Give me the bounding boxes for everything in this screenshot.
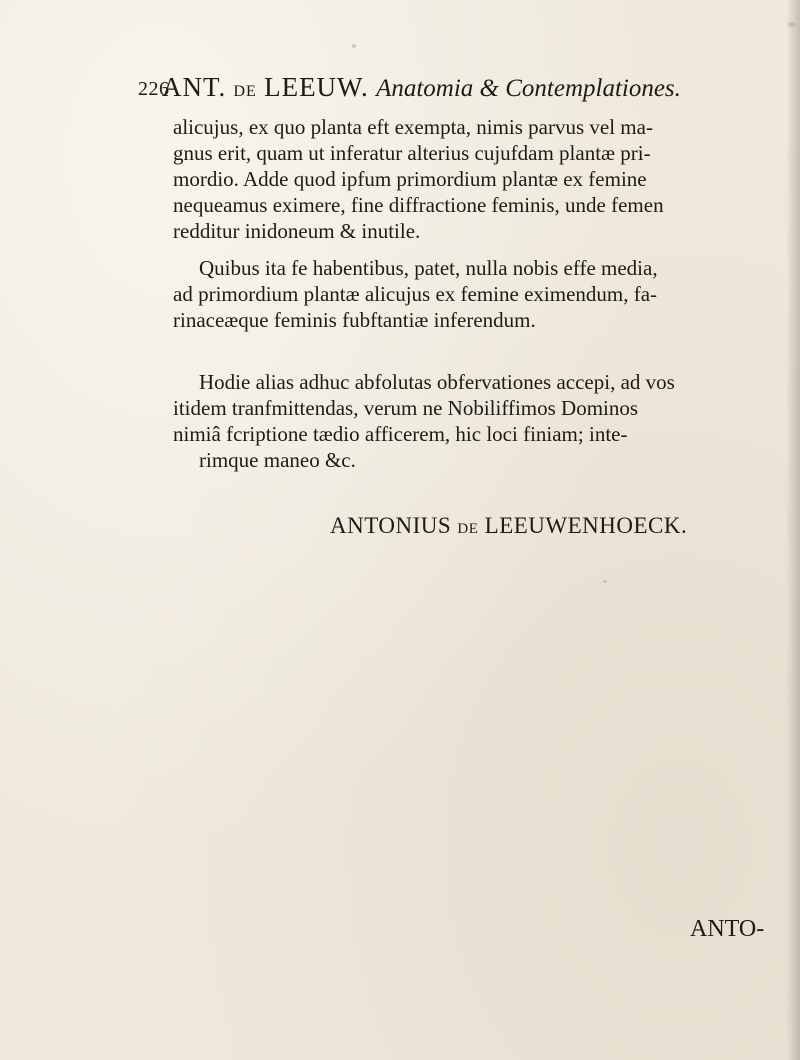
text-line: nimiâ fcriptione tædio afficerem, hic loci finiam; inte- (173, 422, 628, 446)
text-line: mordio. Adde quod ipfum primordium plantæ ex femine (173, 167, 647, 191)
signature-particle: DE (457, 521, 479, 537)
header-author-prefix: ANT. (162, 72, 227, 102)
text-line: ad primordium plantæ alicujus ex femine eximendum, fa- (173, 282, 658, 306)
text-line: itidem tranfmittendas, verum ne Nobiliffimos Dominos (173, 396, 639, 420)
paper-speck (352, 44, 356, 48)
header-author-name: LEEUW. (264, 72, 369, 102)
text-line: redditur inidoneum & inutile. (173, 219, 421, 243)
paragraph-1 (173, 114, 769, 244)
text-line: rimque maneo &c. (199, 448, 356, 472)
page-number: 226 (138, 78, 170, 100)
text-line: Hodie alias adhuc abfolutas obfervationes accepi, ad vos (199, 370, 675, 394)
running-header (138, 72, 681, 103)
paragraph-3 (173, 369, 769, 473)
signature-surname: LEEUWENHOECK. (484, 513, 688, 538)
catchword: ANTO- (690, 916, 765, 942)
page-edge-shadow (786, 0, 800, 1060)
text-line: nequeamus eximere, fine diffractione feminis, unde femen (173, 193, 664, 217)
paper-speck (788, 22, 796, 27)
text-line: gnus erit, quam ut inferatur alterius cujufdam plantæ pri- (173, 141, 651, 165)
text-line: rinaceæque feminis fubftantiæ inferendum. (173, 308, 536, 332)
header-author-particle: DE (233, 83, 257, 100)
header-work-title: Anatomia & Contemplationes. (376, 75, 681, 102)
signature (330, 513, 687, 539)
text-line: alicujus, ex quo planta eft exempta, nimis parvus vel ma- (173, 115, 653, 139)
signature-first-name: ANTONIUS (330, 513, 452, 538)
paragraph-2 (173, 255, 769, 333)
paper-speck (603, 580, 607, 583)
text-line: Quibus ita fe habentibus, patet, nulla nobis effe media, (199, 256, 658, 280)
